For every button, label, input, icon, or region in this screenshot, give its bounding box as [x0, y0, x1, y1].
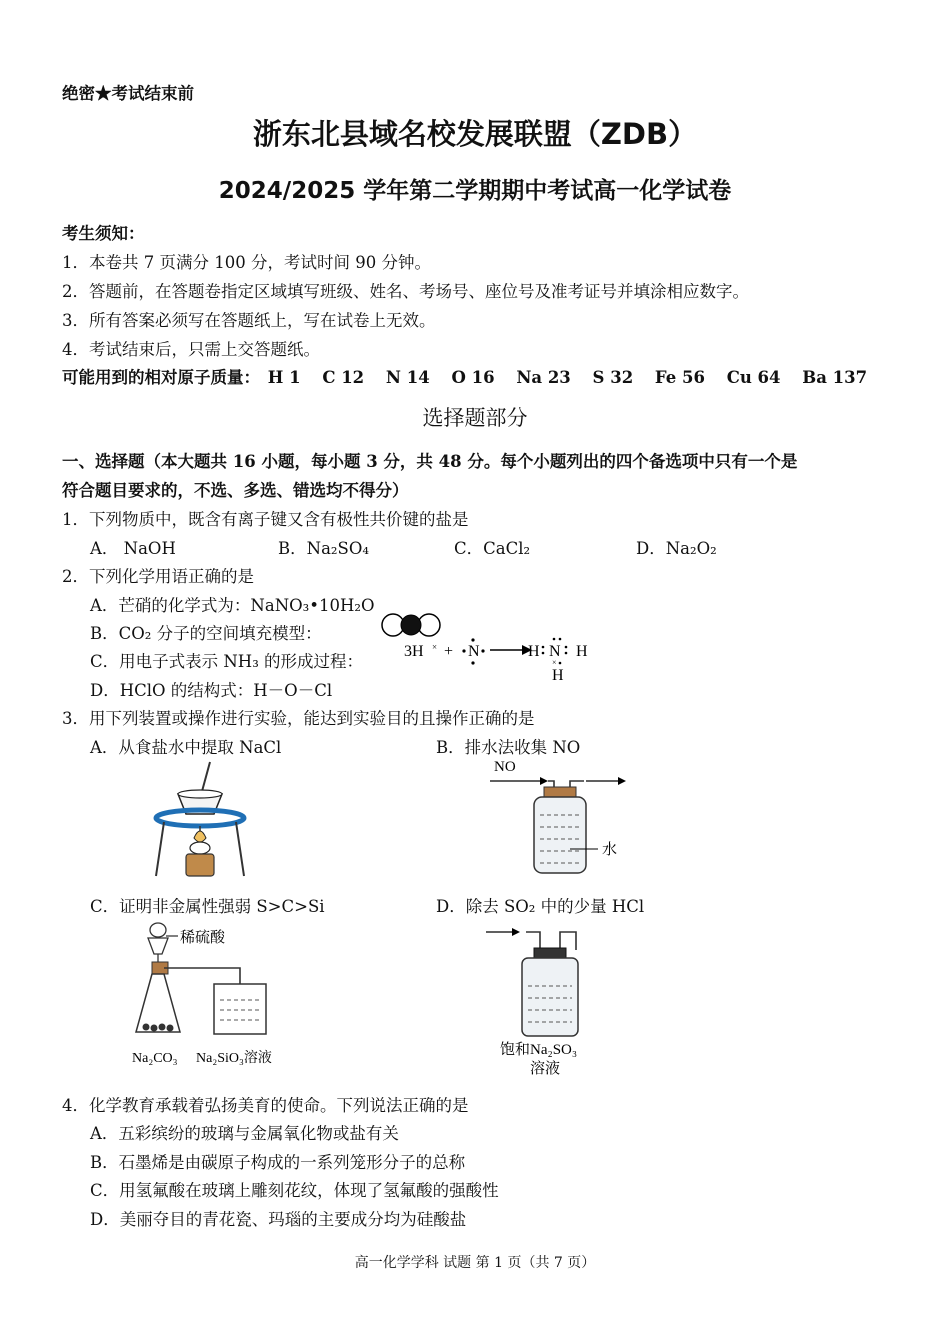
section-title: 选择题部分	[422, 406, 528, 430]
atomic-mass: Ba 137	[802, 368, 868, 387]
flask-label: Na₂CO₃	[132, 1051, 178, 1066]
water-displacement-figure	[488, 757, 638, 881]
atomic-mass: H 1	[267, 368, 301, 387]
eq-n: N	[468, 643, 480, 660]
q4-option-a: A．五彩缤纷的玻璃与金属氧化物或盐有关	[90, 1124, 399, 1143]
nh3-electron-formula	[404, 636, 604, 692]
eq-plus: +	[444, 643, 454, 660]
gas-washing-bottle-figure	[482, 922, 622, 1086]
atomic-mass: Na 23	[516, 368, 571, 387]
section-instruction: 一、选择题（本大题共 16 小题，每小题 3 分，共 48 分。每个小题列出的四个备选项中只有一个是	[62, 452, 798, 471]
q4-stem: 4．化学教育承载着弘扬美育的使命。下列说法正确的是	[62, 1096, 469, 1115]
atomic-mass-line	[62, 364, 867, 388]
q3-option-a: A．从食盐水中提取 NaCl	[90, 738, 282, 757]
q2-option-d: D．HClO 的结构式：H－O－Cl	[90, 681, 333, 700]
solution-label-2: 溶液	[530, 1061, 561, 1077]
eq-h1: H	[528, 643, 540, 660]
notice-item: 1．本卷共 7 页满分 100 分，考试时间 90 分钟。	[62, 253, 431, 272]
atomic-mass: N 14	[385, 368, 430, 387]
q4-option-d: D．美丽夺目的青花瓷、玛瑙的主要成分均为硅酸盐	[90, 1210, 467, 1229]
exam-title: 浙东北县域名校发展联盟（ZDB）	[252, 117, 698, 151]
q3-option-b: B．排水法收集 NO	[436, 738, 581, 757]
q2-stem: 2．下列化学用语正确的是	[62, 567, 254, 586]
q1-option-c: C．CaCl₂	[454, 539, 531, 558]
eq-h3: H	[552, 667, 564, 684]
notice-heading: 考生须知：	[62, 224, 145, 243]
q4-option-c: C．用氢氟酸在玻璃上雕刻花纹，体现了氢氟酸的强酸性	[90, 1181, 499, 1200]
svg-text:×: ×	[432, 642, 438, 652]
q1-option-a: A． NaOH	[90, 539, 176, 558]
exam-subtitle: 2024/2025 学年第二学期期中考试高一化学试卷	[218, 178, 732, 204]
section-instruction: 符合题目要求的，不选、多选、错选均不得分）	[62, 481, 409, 500]
svg-text:×: ×	[552, 658, 557, 667]
q4-option-b: B．石墨烯是由碳原子构成的一系列笼形分子的总称	[90, 1153, 466, 1172]
solution-label: 饱和Na₂SO₃	[500, 1042, 578, 1058]
gas-no-label: NO	[494, 759, 516, 775]
atomic-mass-label: 可能用到的相对原子质量：	[62, 368, 260, 387]
nonmetal-comparison-figure	[128, 920, 298, 1074]
q2-option-a: A．芒硝的化学式为：NaNO₃•10H₂O	[90, 596, 375, 615]
eq-3h: 3H	[404, 643, 424, 660]
q3-option-d: D．除去 SO₂ 中的少量 HCl	[436, 897, 645, 916]
eq-h2: H	[576, 643, 588, 660]
notice-item: 4．考试结束后，只需上交答题纸。	[62, 340, 320, 359]
q3-stem: 3．用下列装置或操作进行实验，能达到实验目的且操作正确的是	[62, 709, 535, 728]
atomic-mass: O 16	[451, 368, 495, 387]
page-footer: 高一化学学科 试题 第 1 页（共 7 页）	[354, 1255, 596, 1271]
evaporation-apparatus-figure	[150, 758, 250, 887]
water-label: 水	[602, 842, 618, 858]
q1-option-b: B．Na₂SO₄	[278, 539, 369, 558]
atomic-mass: Cu 64	[726, 368, 781, 387]
q1-stem: 1．下列物质中，既含有离子键又含有极性共价键的盐是	[62, 510, 469, 529]
q1-option-d: D．Na₂O₂	[636, 539, 717, 558]
eq-n2: N	[549, 643, 561, 660]
notice-item: 3．所有答案必须写在答题纸上，写在试卷上无效。	[62, 311, 436, 330]
atomic-mass: C 12	[322, 368, 365, 387]
q3-option-c: C．证明非金属性强弱 S>C>Si	[90, 897, 325, 916]
notice-item: 2．答题前，在答题卷指定区域填写班级、姓名、考场号、座位号及准考证号并填涂相应数字。	[62, 282, 749, 301]
atomic-mass: Fe 56	[654, 368, 705, 387]
q2-option-b: B．CO₂ 分子的空间填充模型：	[90, 624, 322, 643]
beaker-label: Na₂SiO₃溶液	[196, 1051, 272, 1066]
acid-label: 稀硫酸	[180, 930, 226, 946]
atomic-mass: S 32	[592, 368, 634, 387]
q2-option-c: C．用电子式表示 NH₃ 的形成过程：	[90, 652, 364, 671]
secret-label: 绝密★考试结束前	[62, 84, 194, 103]
